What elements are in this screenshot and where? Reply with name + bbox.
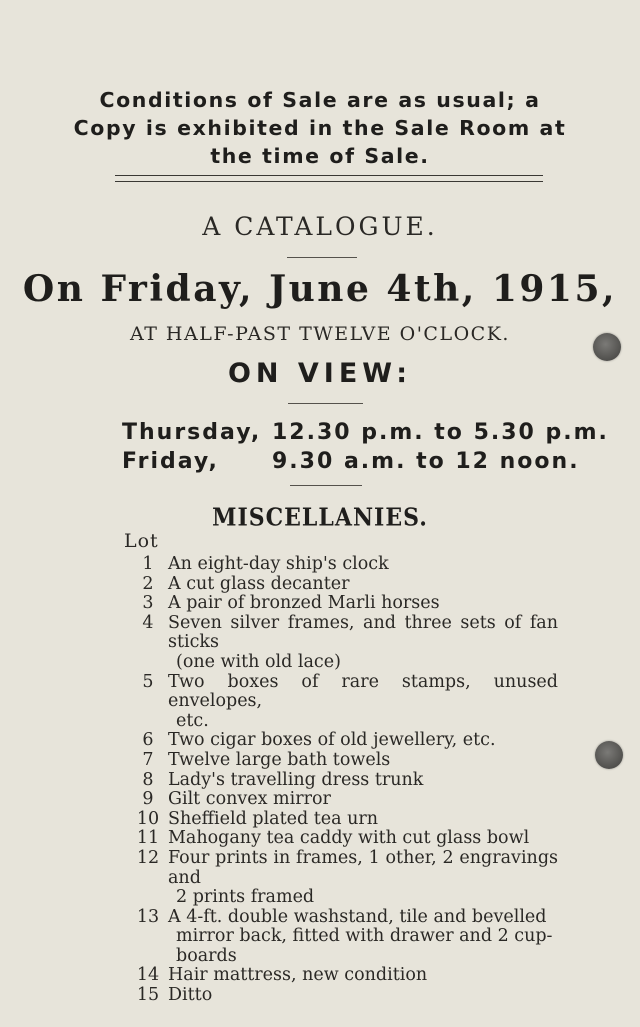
lot-description bbox=[168, 555, 558, 575]
lot-number: 8 bbox=[142, 769, 154, 790]
conditions-line-1: Conditions of Sale are as usual; a bbox=[99, 88, 541, 112]
conditions-of-sale bbox=[0, 86, 640, 170]
lot-description bbox=[168, 594, 558, 614]
lot-description bbox=[168, 966, 558, 986]
lot-number: 10 bbox=[136, 808, 160, 829]
lot-description-line: A 4-ft. double washstand, tile and bevelled bbox=[168, 906, 547, 927]
punched-hole bbox=[593, 333, 621, 361]
on-view-heading: ON VIEW: bbox=[227, 358, 413, 389]
lot-description-line: etc. bbox=[176, 710, 209, 731]
lot-description-line: Ditto bbox=[168, 985, 213, 1006]
lot-description-line: Twelve large bath towels bbox=[168, 749, 391, 770]
lot-description-line: Four prints in frames, 1 other, 2 engravings and bbox=[168, 847, 558, 888]
lot-number: 1 bbox=[142, 554, 154, 574]
lot-description bbox=[168, 673, 558, 732]
lot-number: 14 bbox=[136, 965, 160, 986]
lot-description bbox=[168, 790, 558, 810]
lot-item bbox=[128, 614, 558, 673]
lot-item bbox=[128, 810, 558, 830]
lot-number: 11 bbox=[136, 828, 160, 849]
lot-description-line: Seven silver frames, and three sets of fan sticks bbox=[168, 612, 558, 653]
lot-number: 2 bbox=[142, 573, 154, 594]
short-rule-divider bbox=[287, 257, 357, 258]
lot-description bbox=[168, 908, 558, 967]
lot-number: 12 bbox=[136, 847, 160, 868]
lot-item bbox=[128, 555, 558, 575]
viewing-day: Friday, bbox=[122, 449, 219, 474]
sale-time: AT HALF-PAST TWELVE O'CLOCK. bbox=[130, 323, 510, 345]
lot-description bbox=[168, 614, 558, 673]
lot-description bbox=[168, 575, 558, 595]
lot-description bbox=[168, 771, 558, 791]
conditions-line-2: Copy is exhibited in the Sale Room at bbox=[73, 116, 567, 140]
viewing-time: 12.30 p.m. to 5.30 p.m. bbox=[272, 420, 609, 445]
lot-description-line: 2 prints framed bbox=[176, 887, 315, 908]
lot-number: 13 bbox=[136, 906, 160, 927]
lot-number: 6 bbox=[142, 730, 154, 751]
lot-item bbox=[128, 731, 558, 751]
lot-number: 9 bbox=[142, 789, 154, 810]
lot-description bbox=[168, 849, 558, 908]
lot-description-line: Lady's travelling dress trunk bbox=[168, 769, 424, 790]
lot-list bbox=[128, 555, 558, 1006]
lot-description-line: Two boxes of rare stamps, unused envelopes, bbox=[168, 671, 558, 712]
lot-item bbox=[128, 751, 558, 771]
lot-description-line: Sheffield plated tea urn bbox=[168, 808, 379, 829]
lot-description-line: (one with old lace) bbox=[176, 651, 341, 672]
lot-description bbox=[168, 829, 558, 849]
sale-date: On Friday, June 4th, 1915, bbox=[22, 268, 618, 310]
lot-number: 7 bbox=[142, 749, 154, 770]
viewing-row-thursday bbox=[122, 420, 609, 445]
viewing-time: 9.30 a.m. to 12 noon. bbox=[272, 449, 580, 474]
catalogue-title: A CATALOGUE. bbox=[202, 212, 438, 241]
lot-description-line: mirror back, fitted with drawer and 2 cup- bbox=[176, 926, 553, 947]
lot-item bbox=[128, 829, 558, 849]
double-rule-divider bbox=[115, 175, 543, 182]
short-rule-divider bbox=[290, 485, 362, 486]
viewing-row-friday bbox=[122, 449, 580, 474]
lot-number: 15 bbox=[136, 985, 160, 1006]
lot-number: 4 bbox=[142, 612, 154, 633]
lot-description bbox=[168, 986, 558, 1006]
lot-item bbox=[128, 771, 558, 791]
lot-description bbox=[168, 751, 558, 771]
punched-hole bbox=[595, 741, 623, 769]
short-rule-divider bbox=[288, 403, 363, 404]
lot-column-heading: Lot bbox=[124, 530, 159, 552]
lot-description-line: boards bbox=[176, 945, 237, 966]
lot-description-line: A cut glass decanter bbox=[168, 573, 350, 594]
lot-description-line: A pair of bronzed Marli horses bbox=[168, 593, 440, 614]
lot-item bbox=[128, 594, 558, 614]
lot-item bbox=[128, 986, 558, 1006]
lot-item bbox=[128, 790, 558, 810]
section-heading: MISCELLANIES. bbox=[212, 503, 428, 533]
lot-description-line: Two cigar boxes of old jewellery, etc. bbox=[168, 730, 496, 751]
lot-item bbox=[128, 966, 558, 986]
lot-item bbox=[128, 673, 558, 732]
lot-description-line: An eight-day ship's clock bbox=[168, 554, 389, 574]
lot-description bbox=[168, 810, 558, 830]
lot-item bbox=[128, 908, 558, 967]
lot-number: 5 bbox=[142, 671, 154, 692]
conditions-line-3: the time of Sale. bbox=[210, 144, 430, 168]
lot-item bbox=[128, 849, 558, 908]
lot-description bbox=[168, 731, 558, 751]
lot-description-line: Hair mattress, new condition bbox=[168, 965, 428, 986]
viewing-day: Thursday, bbox=[122, 420, 262, 445]
lot-description-line: Mahogany tea caddy with cut glass bowl bbox=[168, 828, 530, 849]
lot-item bbox=[128, 575, 558, 595]
lot-number: 3 bbox=[142, 593, 154, 614]
lot-description-line: Gilt convex mirror bbox=[168, 789, 331, 810]
